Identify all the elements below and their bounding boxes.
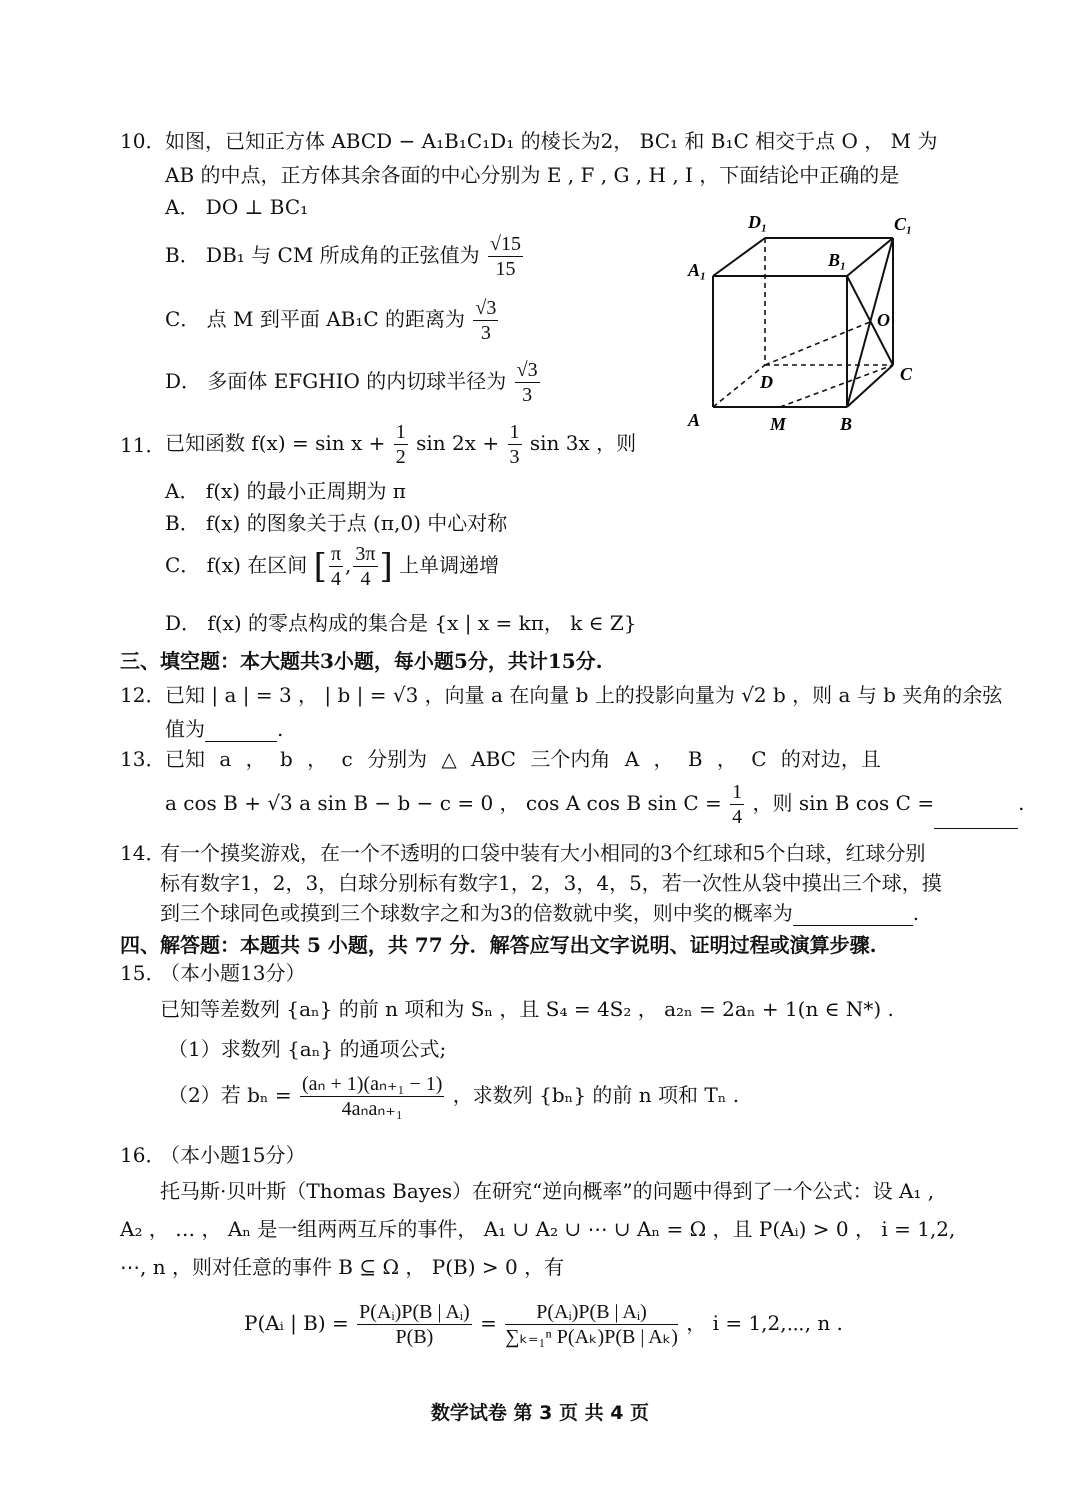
q11-left-bracket: [ xyxy=(313,546,327,587)
q16-number: 16． xyxy=(120,1143,166,1167)
q11-stem-mid: sin 2x + xyxy=(416,431,500,455)
q11-option-c-post: 上单调递增 xyxy=(399,553,500,577)
q13-line2-pre: a cos B + √3 a sin B − b − c = 0 ， cos A cos B sin C = xyxy=(165,791,722,815)
q13-line2-post: ，则 sin B cos C = xyxy=(752,791,935,815)
q11-right-bracket: ] xyxy=(379,546,393,587)
q12-line2-text: 值为 xyxy=(165,717,205,741)
q11-f2-den: 3 xyxy=(509,446,520,468)
q10-number: 10． xyxy=(120,129,166,153)
q10-option-c-text: C． 点 M 到平面 AB₁C 的距离为 xyxy=(165,307,466,331)
q11-c-n1: π xyxy=(330,543,342,565)
cube-label-a: A xyxy=(688,410,701,430)
q16-f1-den: P(B) xyxy=(395,1326,434,1348)
cube-label-a1: A₁ xyxy=(688,260,707,280)
q10-stem-line1: 如图，已知正方体 ABCD − A₁B₁C₁D₁ 的棱长为2， BC₁ 和 B₁C 相交于点 O ， M 为 xyxy=(165,129,938,153)
q11-frac-half xyxy=(394,420,408,469)
q15-bn-fraction xyxy=(300,1072,444,1121)
q13-frac-quarter xyxy=(730,780,744,829)
q15-bn-num: (aₙ + 1)(aₙ₊₁ − 1) xyxy=(302,1073,443,1095)
cube-label-c1: C₁ xyxy=(894,214,913,234)
q10-option-c-fraction xyxy=(473,296,498,345)
section-3-heading: 三、填空题：本大题共3小题，每小题5分，共计15分. xyxy=(120,649,603,673)
cube-label-d: D xyxy=(760,372,773,392)
q12-line1: 已知 | a | = 3 ， | b | = √3 ，向量 a 在向量 b 上的投影向量为 √2 b ，则 a 与 b 夹角的余弦 xyxy=(165,683,1003,707)
q11-frac-third xyxy=(508,420,522,469)
q14-line2: 标有数字1，2，3，白球分别标有数字1，2，3，4，5，若一次性从袋中摸出三个球，摸 xyxy=(160,871,942,895)
q15-part2-post: ，求数列 {bₙ} 的前 n 项和 Tₙ . xyxy=(452,1083,740,1107)
q15-stem: 已知等差数列 {aₙ} 的前 n 项和为 Sₙ ，且 S₄ = 4S₂ ， a₂ₙ = 2aₙ + 1(n ∈ N*) . xyxy=(160,997,894,1021)
q11-c-n2: 3π xyxy=(355,543,376,565)
q11-stem-pre: 已知函数 f(x) = sin x + xyxy=(165,431,386,455)
q11-option-b: B． f(x) 的图象关于点 (π,0) 中心对称 xyxy=(165,511,508,535)
q10-stem-line2: AB 的中点，正方体其余各面的中心分别为 E , F , G , H , I ，下面结论中正确的是 xyxy=(165,163,900,187)
q10-option-a: A． DO ⊥ BC₁ xyxy=(165,195,309,219)
q14-number: 14． xyxy=(120,841,166,865)
q16-f2-den: ∑ₖ₌₁ⁿ P(Aₖ)P(B | Aₖ) xyxy=(505,1326,678,1348)
cube-label-c: C xyxy=(900,364,913,384)
q11-c-frac2 xyxy=(353,542,377,591)
q16-score: （本小题15分） xyxy=(160,1143,306,1167)
cube-label-d1: D₁ xyxy=(748,212,768,232)
q11-option-c-text: C． f(x) 在区间 xyxy=(165,553,308,577)
q16-line3: ⋯, n ，则对任意的事件 B ⊆ Ω ， P(B) > 0 ，有 xyxy=(120,1255,565,1279)
q12-number: 12． xyxy=(120,683,166,707)
q16-f1-num: P(Aᵢ)P(B | Aᵢ) xyxy=(359,1301,470,1323)
q16-equals: = xyxy=(480,1311,497,1335)
cube-figure xyxy=(680,200,940,440)
q10-c-den: 3 xyxy=(480,322,491,344)
q11-c-d2: 4 xyxy=(360,568,371,590)
q11-stem-post: sin 3x ，则 xyxy=(529,431,637,455)
q10-option-d xyxy=(165,358,542,407)
q14-line1: 有一个摸奖游戏，在一个不透明的口袋中装有大小相同的3个红球和5个白球，红球分别 xyxy=(160,841,926,865)
cube-label-b: B xyxy=(840,414,853,434)
q16-formula-frac1 xyxy=(357,1300,472,1349)
q10-b-den: 15 xyxy=(495,258,516,280)
q14-answer-blank xyxy=(793,907,913,926)
q15-part1: （1）求数列 {aₙ} 的通项公式; xyxy=(168,1037,447,1061)
q11-number: 11． xyxy=(120,433,166,457)
section-4-heading: 四、解答题：本题共 5 小题，共 77 分．解答应写出文字说明、证明过程或演算步骤. xyxy=(120,933,877,957)
q13-line2: a cos B + √3 a sin B − b − c = 0 ， cos A cos B sin C = $\frac{1}{4}$ ，则 sin B cos C = . xyxy=(165,781,1025,828)
cube-label-m: M xyxy=(770,414,787,434)
q10-option-c xyxy=(165,296,500,345)
q11-c-d1: 4 xyxy=(330,568,341,590)
q16-formula-post: ， i = 1,2,⋯, n . xyxy=(686,1311,843,1335)
q13-f-num: 1 xyxy=(732,781,743,803)
q14-line3: 到三个球同色或摸到三个球数字之和为3的倍数就中奖，则中奖的概率为 . xyxy=(160,901,920,925)
q10-c-num: √3 xyxy=(475,297,497,319)
q13-number: 13． xyxy=(120,747,166,771)
q15-part2-pre: （2）若 bₙ = xyxy=(168,1083,292,1107)
q16-formula-frac2 xyxy=(505,1300,678,1349)
q10-d-num: √3 xyxy=(516,359,538,381)
q11-option-a: A． f(x) 的最小正周期为 π xyxy=(165,479,406,503)
q16-bayes-formula xyxy=(244,1300,843,1349)
q10-d-den: 3 xyxy=(522,384,533,406)
q16-line2: A₂ ， … ， Aₙ 是一组两两互斥的事件， A₁ ∪ A₂ ∪ ⋯ ∪ Aₙ = Ω ，且 P(Aᵢ) > 0 ， i = 1,2, xyxy=(120,1217,956,1241)
q10-b-num: √15 xyxy=(490,233,522,255)
q10-option-b-fraction xyxy=(488,232,523,281)
q11-stem xyxy=(165,420,636,469)
q16-f2-num: P(Aᵢ)P(B | Aᵢ) xyxy=(505,1300,678,1325)
q15-score: （本小题13分） xyxy=(160,961,306,985)
q11-f1-den: 2 xyxy=(395,446,406,468)
q10-option-d-fraction xyxy=(515,358,540,407)
q15-bn-den: 4aₙaₙ₊₁ xyxy=(341,1098,403,1120)
cube-label-o: O xyxy=(877,310,890,330)
q13-line1: 已知 a ， b ， c 分别为 △ ABC 三个内角 A ， B ， C 的对边，且 xyxy=(165,747,881,771)
q11-f2-num: 1 xyxy=(509,421,520,443)
q11-option-c: C． f(x) 在区间 [ $\frac{\pi}{4}$ , $\frac{3\pi}{4}$ ] 上单调递增 xyxy=(165,543,500,590)
q11-f1-num: 1 xyxy=(395,421,406,443)
q12-answer-blank xyxy=(205,723,277,742)
q10-option-b xyxy=(165,232,525,281)
page-footer: 数学试卷 第 3 页 共 4 页 xyxy=(430,1402,650,1424)
q16-line1: 托马斯·贝叶斯（Thomas Bayes）在研究“逆向概率”的问题中得到了一个公式：设 A₁ , xyxy=(160,1179,935,1203)
q11-c-frac1 xyxy=(329,542,343,591)
q13-answer-blank xyxy=(934,810,1018,829)
q15-number: 15． xyxy=(120,961,166,985)
q10-option-d-text: D． 多面体 EFGHIO 的内切球半径为 xyxy=(165,369,507,393)
q10-option-b-text: B． DB₁ 与 CM 所成角的正弦值为 xyxy=(165,243,480,267)
q12-line2: 值为 . xyxy=(165,717,284,741)
q15-part2 xyxy=(168,1072,739,1121)
q13-f-den: 4 xyxy=(732,806,743,828)
q16-formula-lhs: P(Aᵢ | B) = xyxy=(244,1311,349,1335)
cube-label-b1: B₁ xyxy=(828,250,847,270)
q11-option-d: D． f(x) 的零点构成的集合是 {x | x = kπ， k ∈ Z} xyxy=(165,611,637,635)
q14-line3-text: 到三个球同色或摸到三个球数字之和为3的倍数就中奖，则中奖的概率为 xyxy=(160,901,793,925)
